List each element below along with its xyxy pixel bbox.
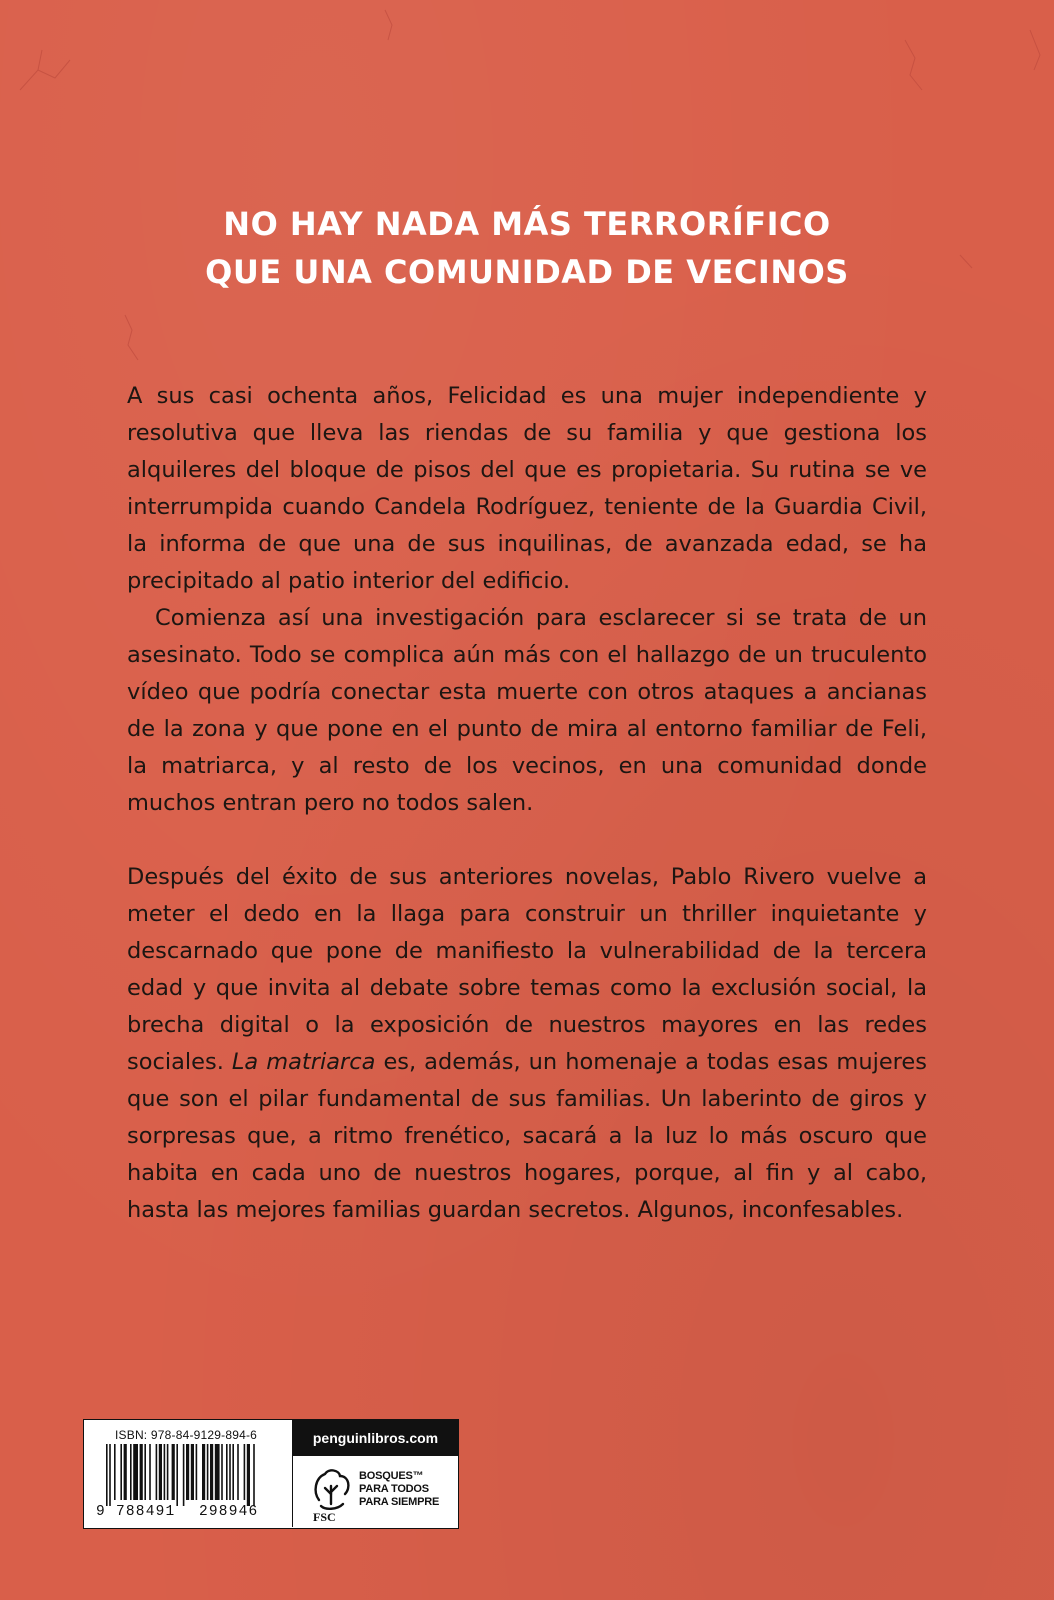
- barcode-bar: [114, 1444, 116, 1500]
- barcode-bar: [202, 1444, 205, 1500]
- fsc-slogan-line-2: PARA TODOS: [359, 1483, 429, 1495]
- synopsis-paragraph-3: [127, 859, 927, 1229]
- isbn-label: ISBN: 978-84-9129-894-6: [115, 1428, 258, 1442]
- synopsis-paragraph-2: Comienza así una investigación para esclarecer si se trata de un asesinato. Todo se complica aún más con el hallazgo de un truculento vídeo que podría conectar esta muerte con otros ataques a ancianas de la zona y que pone en el punto de mira al entorno familiar de Feli, la matriarca, y al resto de los vecinos, en una comunidad donde muchos entran pero no todos salen.: [127, 605, 927, 816]
- barcode-bar: [232, 1444, 234, 1500]
- barcode-bar: [176, 1444, 178, 1506]
- tagline: [0, 200, 1054, 296]
- barcode-icon: [106, 1444, 286, 1506]
- barcode-bar: [130, 1444, 132, 1500]
- ean-left-group: 788491: [116, 1504, 176, 1520]
- barcode-bar: [247, 1444, 250, 1506]
- barcode-bar: [237, 1444, 239, 1500]
- barcode-bar: [244, 1444, 246, 1500]
- barcode-bar: [253, 1444, 255, 1506]
- fsc-slogan-line-1: BOSQUES™: [359, 1470, 424, 1482]
- publisher-panel: [292, 1420, 458, 1527]
- barcode-bar: [140, 1444, 143, 1500]
- fsc-slogan-line-3: PARA SIEMPRE: [359, 1496, 440, 1508]
- fsc-slogan: [359, 1470, 459, 1509]
- barcode-bar: [226, 1444, 228, 1500]
- ean-first-digit: 9: [96, 1504, 105, 1520]
- isbn-area: [84, 1420, 292, 1527]
- synopsis-p3-start: Después del éxito de sus anteriores novelas, Pablo Rivero vuelve a meter el dedo en la llaga para construir un thriller inquietante y descarnado que pone de manifiesto la vulnerabilidad de la tercera edad y que invita al debate sobre temas como la exclusión social, la brecha digital o la exposición de nuestros mayores en las redes sociales.: [127, 864, 927, 1075]
- synopsis-paragraph-1: A sus casi ochenta años, Felicidad es una mujer independiente y resolutiva que lleva las riendas de su familia y que gestiona los alquileres del bloque de pisos del que es propietaria. Su rutina se ve interrumpida cuando Candela Rodríguez, teniente de la Guardia Civil, la informa de que una de sus inquilinas, de avanzada edad, se ha precipitado al patio interior del edificio.: [127, 383, 927, 594]
- barcode-bar: [229, 1444, 231, 1500]
- barcode-bar: [196, 1444, 198, 1500]
- barcode-bar: [124, 1444, 127, 1500]
- barcode-bar: [159, 1444, 162, 1500]
- barcode-bar: [207, 1444, 209, 1500]
- ean-right-group: 298946: [199, 1504, 259, 1520]
- tagline-line-1: NO HAY NADA MÁS TERRORÍFICO: [223, 205, 831, 243]
- publisher-url[interactable]: penguinlibros.com: [293, 1420, 458, 1456]
- barcode-bar: [172, 1444, 175, 1500]
- barcode-bar: [164, 1444, 166, 1500]
- barcode-bar: [144, 1444, 146, 1500]
- barcode-bar: [109, 1444, 111, 1506]
- fsc-label: FSC: [313, 1510, 336, 1524]
- synopsis-p3-end: es, además, un homenaje a todas esas mujeres que son el pilar fundamental de sus familias. Un laberinto de giros y sorpresas que, a ritmo frenético, sacará a la luz lo más oscuro que habita en cada uno de nuestros hogares, porque, al fin y al cabo, hasta las mejores familias guardan secretos. Algunos, inconfesables.: [127, 1049, 927, 1223]
- ean-digits: [96, 1504, 286, 1524]
- barcode-bar: [183, 1444, 185, 1506]
- barcode-bar: [186, 1444, 189, 1500]
- synopsis: [127, 378, 927, 1229]
- book-title-italic: La matriarca: [231, 1049, 376, 1075]
- barcode-bar: [149, 1444, 151, 1500]
- barcode-bar: [133, 1444, 138, 1500]
- barcode-bar: [106, 1444, 108, 1506]
- barcode-panel: [83, 1419, 459, 1529]
- barcode-bar: [210, 1444, 213, 1500]
- tagline-line-2: QUE UNA COMUNIDAD DE VECINOS: [205, 253, 849, 291]
- barcode-bar: [156, 1444, 158, 1500]
- barcode-bar: [167, 1444, 169, 1500]
- barcode-bar: [191, 1444, 194, 1500]
- barcode-bar: [120, 1444, 122, 1500]
- barcode-bar: [221, 1444, 223, 1500]
- barcode-bar: [215, 1444, 220, 1500]
